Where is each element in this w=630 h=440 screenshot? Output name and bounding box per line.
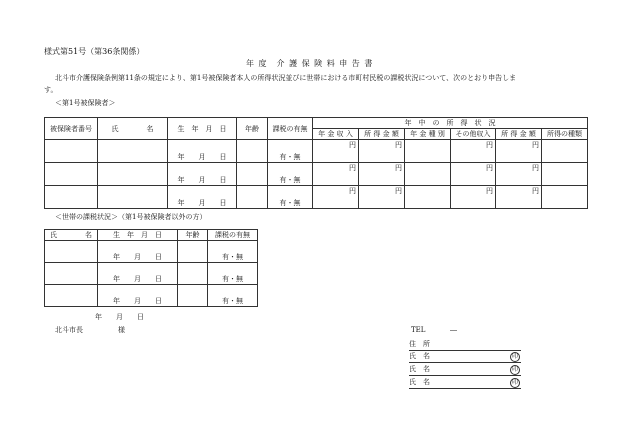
pension-type-cell[interactable] — [405, 163, 451, 186]
birthdate-cell[interactable]: 年 月 日 — [98, 285, 178, 307]
name-cell[interactable] — [45, 241, 98, 263]
seal-mark: 印 — [511, 353, 518, 360]
section-insured-heading: ＜第1号被保険者＞ — [55, 99, 116, 107]
age-cell[interactable] — [237, 140, 268, 163]
col-name: 氏 名 — [98, 118, 168, 140]
pension-income-cell[interactable]: 円 — [313, 186, 359, 209]
address-label: 住 所 — [409, 340, 430, 348]
col-age: 年齢 — [237, 118, 268, 140]
household-table — [44, 229, 258, 307]
tax-status-cell[interactable]: 有・無 — [208, 263, 258, 285]
page-title: 年 度 介 護 保 険 料 申 告 書 — [246, 59, 374, 68]
intro-text-line1: 北斗市介護保険条例第11条の規定により、第1号被保険者本人の所得状況並びに世帯における市町村民税の課税状況について、次のとおり申告しま — [55, 74, 517, 82]
tax-status-cell[interactable]: 有・無 — [208, 285, 258, 307]
earnings-type-cell[interactable] — [542, 163, 588, 186]
insured-row — [45, 140, 588, 163]
other-earnings-cell[interactable]: 円 — [496, 140, 542, 163]
insured-row — [45, 186, 588, 209]
insured-number-cell[interactable] — [45, 186, 98, 209]
col-pension-earnings: 所 得 金 額 — [359, 129, 405, 140]
col-name: 氏 名 — [45, 230, 98, 241]
earnings-type-cell[interactable] — [542, 186, 588, 209]
col-tax-status: 課税の有無 — [208, 230, 258, 241]
name-field[interactable] — [409, 352, 521, 363]
other-income-cell[interactable]: 円 — [451, 163, 496, 186]
tax-status-cell[interactable]: 有・無 — [268, 163, 313, 186]
tel-label: TEL — [411, 326, 426, 334]
insured-number-cell[interactable] — [45, 163, 98, 186]
birthdate-cell[interactable]: 年 月 日 — [168, 186, 237, 209]
seal-mark: 印 — [511, 379, 518, 386]
col-tax-status: 課税の有無 — [268, 118, 313, 140]
pension-income-cell[interactable]: 円 — [313, 140, 359, 163]
earnings-type-cell[interactable] — [542, 140, 588, 163]
other-income-cell[interactable]: 円 — [451, 186, 496, 209]
addressee: 北斗市長 様 — [55, 326, 125, 334]
address-field[interactable] — [409, 340, 521, 351]
pension-income-cell[interactable]: 円 — [313, 163, 359, 186]
col-birthdate: 生 年 月 日 — [168, 118, 237, 140]
pension-earnings-cell[interactable]: 円 — [359, 163, 405, 186]
name-cell[interactable] — [98, 163, 168, 186]
name-cell[interactable] — [45, 285, 98, 307]
age-cell[interactable] — [178, 263, 208, 285]
col-pension-income: 年 金 収 入 — [313, 129, 359, 140]
name-label: 氏 名 — [409, 352, 430, 360]
col-birthdate: 生 年 月 日 — [98, 230, 178, 241]
intro-text-line2: す。 — [44, 86, 58, 94]
pension-type-cell[interactable] — [405, 140, 451, 163]
age-cell[interactable] — [178, 285, 208, 307]
other-income-cell[interactable]: 円 — [451, 140, 496, 163]
name-label: 氏 名 — [409, 378, 430, 386]
pension-earnings-cell[interactable]: 円 — [359, 186, 405, 209]
col-earnings-type: 所得の種類 — [542, 129, 588, 140]
age-cell[interactable] — [178, 241, 208, 263]
name-label: 氏 名 — [409, 365, 430, 373]
household-row — [45, 241, 258, 263]
age-cell[interactable] — [237, 163, 268, 186]
seal-mark: 印 — [511, 366, 518, 373]
pension-type-cell[interactable] — [405, 186, 451, 209]
section-household-heading: ＜世帯の課税状況＞（第1号被保険者以外の方） — [55, 213, 207, 221]
tax-status-cell[interactable]: 有・無 — [268, 140, 313, 163]
name-cell[interactable] — [45, 263, 98, 285]
name-cell[interactable] — [98, 140, 168, 163]
insured-table — [44, 117, 588, 209]
insured-row — [45, 163, 588, 186]
birthdate-cell[interactable]: 年 月 日 — [168, 163, 237, 186]
col-other-income: その他収入 — [451, 129, 496, 140]
name-field[interactable] — [409, 378, 521, 389]
insured-number-cell[interactable] — [45, 140, 98, 163]
household-row — [45, 263, 258, 285]
pension-earnings-cell[interactable]: 円 — [359, 140, 405, 163]
birthdate-cell[interactable]: 年 月 日 — [168, 140, 237, 163]
household-row — [45, 285, 258, 307]
name-cell[interactable] — [98, 186, 168, 209]
form-number: 様式第51号（第36条関係） — [44, 47, 145, 56]
birthdate-cell[interactable]: 年 月 日 — [98, 241, 178, 263]
birthdate-cell[interactable]: 年 月 日 — [98, 263, 178, 285]
other-earnings-cell[interactable]: 円 — [496, 163, 542, 186]
age-cell[interactable] — [237, 186, 268, 209]
tax-status-cell[interactable]: 有・無 — [208, 241, 258, 263]
col-insured-number: 被保険者番号 — [45, 118, 98, 140]
col-age: 年齢 — [178, 230, 208, 241]
other-earnings-cell[interactable]: 円 — [496, 186, 542, 209]
col-pension-type: 年 金 種 別 — [405, 129, 451, 140]
filing-date[interactable]: 年 月 日 — [95, 313, 144, 321]
col-group-income: 年 中 の 所 得 状 況 — [313, 118, 588, 129]
col-other-earnings: 所 得 金 額 — [496, 129, 542, 140]
tel-dash: ― — [450, 326, 457, 334]
tax-status-cell[interactable]: 有・無 — [268, 186, 313, 209]
name-field[interactable] — [409, 365, 521, 376]
